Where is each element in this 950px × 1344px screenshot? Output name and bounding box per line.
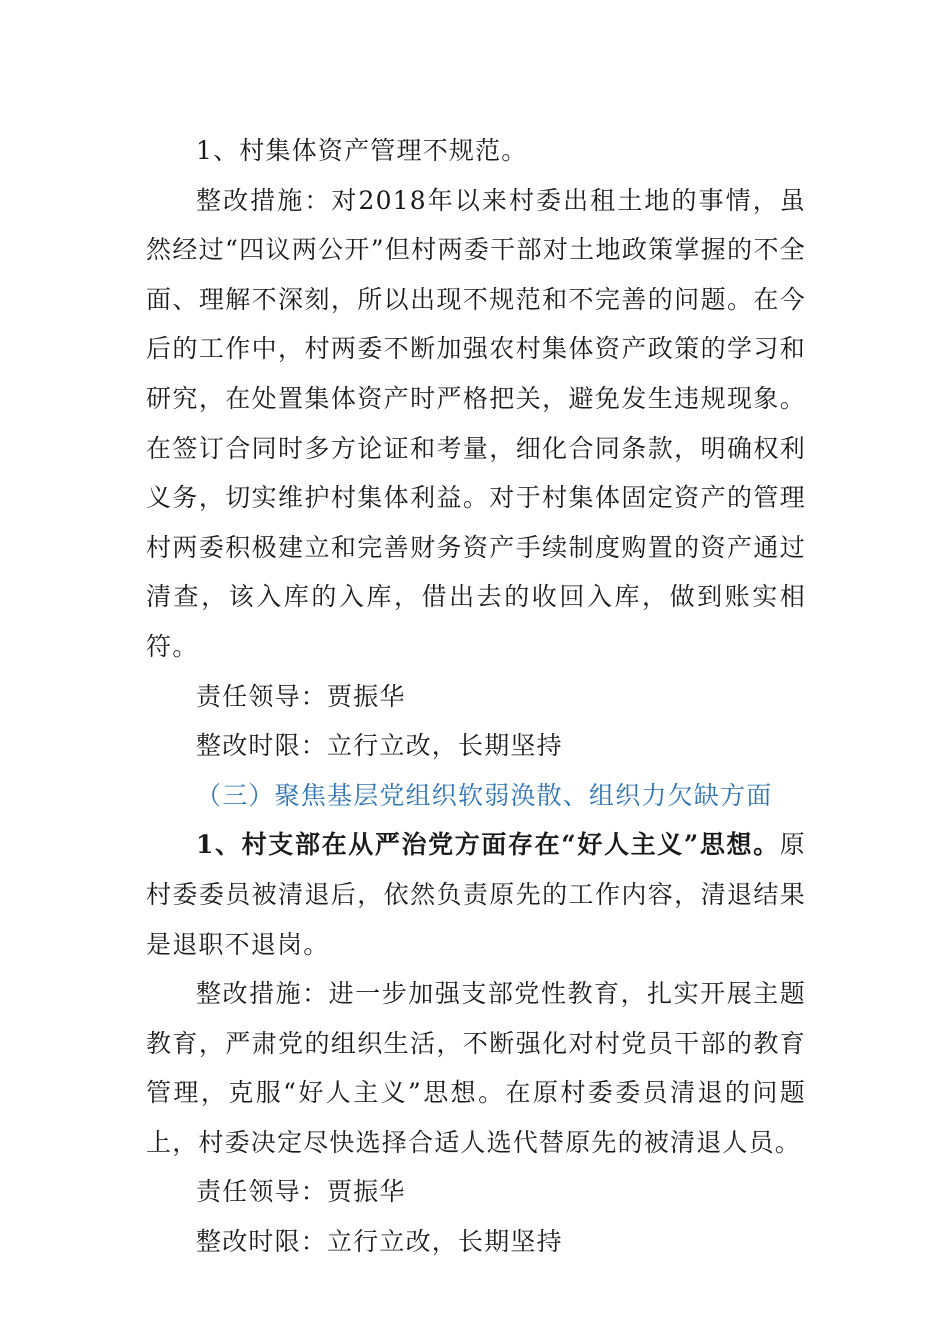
item1-deadline: 整改时限：立行立改，长期坚持 <box>196 731 563 761</box>
item1-measures: 整改措施：对2018年以来村委出租土地的事情，虽然经过“四议两公开”但村两委干部对土地政策掌握的不全面、理解不深刻，所以出现不规范和不完善的问题。在今后的工作中，村两委不断加强农村集体资产政策的学习和研究，在处置集体资产时严格把关，避免发生违规现象。在签订合同时多方论证和考量，细化合同条款，明确权利义务，切实维护村集体利益。对于村集体固定资产的管理村两委积极建立和完善财务资产手续制度购置的资产通过清查，该入库的入库，借出去的收回入库，做到账实相符。 <box>146 185 806 661</box>
item1-title: 1、村集体资产管理不规范。 <box>196 136 528 165</box>
section3-heading: （三）聚焦基层党组织软弱涣散、组织力欠缺方面 <box>196 780 773 810</box>
item2-measures: 整改措施：进一步加强支部党性教育，扎实开展主题教育，严肃党的组织生活，不断强化对村党员干部的教育管理，克服“好人主义”思想。在原村委委员清退的问题上，村委决定尽快选择合适人选代替原先的被清退人员。 <box>146 979 806 1157</box>
item1-leader: 责任领导：贾振华 <box>196 681 406 711</box>
document-body <box>146 126 806 1267</box>
item2-leader: 责任领导：贾振华 <box>196 1177 406 1207</box>
item2-lead: 1、村支部在从严治党方面存在“好人主义”思想。 <box>196 830 780 860</box>
item2-deadline: 整改时限：立行立改，长期坚持 <box>196 1227 563 1257</box>
item2-paragraph <box>146 820 806 969</box>
item2-text: 原村委委员被清退后，依然负责原先的工作内容，清退结果是退职不退岗。 <box>146 830 806 959</box>
